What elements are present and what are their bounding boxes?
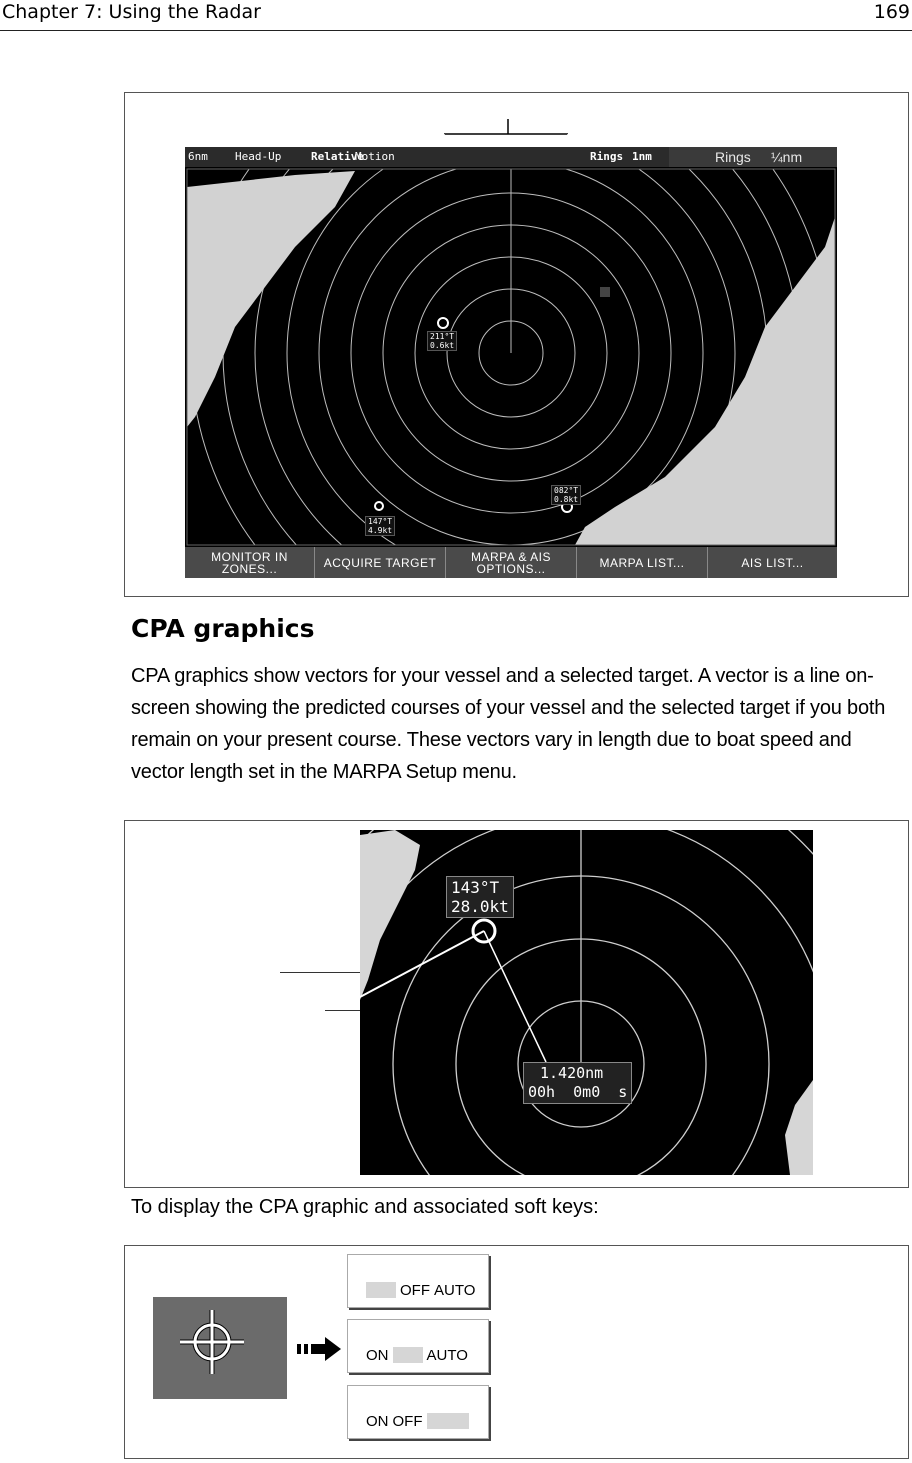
softkey-acquire-target[interactable] (315, 547, 446, 578)
label-on: ON (366, 1347, 389, 1364)
softkey-bar (185, 547, 837, 578)
label-on: ON (366, 1413, 389, 1430)
target-label-2 (551, 485, 581, 505)
paragraph-line-3: remain on your present course. These vectors vary in length due to boat speed and (131, 729, 852, 751)
softkey-marpa-list[interactable] (577, 547, 708, 578)
target-label-1 (427, 331, 457, 351)
radar-rings (185, 147, 837, 578)
motion-mode: Motion (355, 150, 395, 163)
range-label: 6nm (188, 150, 208, 163)
cpa-softkey-on[interactable] (347, 1319, 489, 1373)
cpa-softkey-auto-labels (366, 1413, 469, 1430)
target-bearing: 143°T (451, 878, 500, 897)
target-label-3 (365, 516, 395, 536)
cpa-figure (124, 820, 909, 1188)
target-2-bearing: 082°T (554, 486, 579, 495)
target-info-label (446, 876, 514, 918)
target-icon-1 (438, 318, 448, 328)
cpa-softkey-off-labels (366, 1282, 475, 1299)
instruction-text: To display the CPA graphic and associated soft keys: (131, 1196, 599, 1218)
softkey-monitor-in-zones[interactable] (185, 547, 315, 578)
softkey-ais-list[interactable] (708, 547, 837, 578)
arrow-right-icon (297, 1336, 343, 1362)
rings-overlay-value: ¼nm (771, 149, 803, 165)
crosshair-icon (153, 1297, 287, 1399)
softkey-figure (124, 1245, 909, 1459)
section-paragraph (131, 660, 911, 788)
softkey-3-line2: OPTIONS... (476, 561, 546, 576)
cpa-graphic-button[interactable] (153, 1297, 287, 1399)
target-3-speed: 4.9kt (368, 526, 393, 535)
rings-overlay-label: Rings (715, 149, 751, 165)
softkey-4-label: MARPA LIST... (599, 555, 685, 570)
page-number: 169 (873, 1, 910, 23)
softkey-2-label: ACQUIRE TARGET (323, 555, 437, 570)
rings-label: Rings (590, 150, 624, 163)
cpa-rings (360, 830, 813, 1175)
cpa-softkey-on-labels (366, 1347, 468, 1364)
softkey-1-line1: MONITOR IN (211, 549, 288, 564)
cpa-info-label (523, 1062, 632, 1104)
target-speed: 28.0kt (451, 897, 509, 916)
cpa-line (484, 931, 546, 1062)
cpa-radar-screen (360, 830, 813, 1175)
paragraph-line-4: vector length set in the MARPA Setup menu. (131, 761, 517, 783)
softkey-marpa-ais-options[interactable] (446, 547, 577, 578)
target-2-speed: 0.8kt (554, 495, 579, 504)
target-icon-3 (375, 502, 383, 510)
label-auto: AUTO (426, 1347, 468, 1364)
selected-highlight (427, 1413, 469, 1429)
paragraph-line-1: CPA graphics show vectors for your vessel and a selected target. A vector is a line on- (131, 665, 874, 687)
softkey-3-line1: MARPA & AIS (471, 549, 551, 564)
label-auto: AUTO (434, 1282, 476, 1299)
target-1-speed: 0.6kt (430, 341, 455, 350)
rings-overlay (669, 147, 837, 167)
softkey-5-label: AIS LIST... (741, 555, 804, 570)
radar-screen (185, 147, 837, 578)
label-off: OFF (400, 1282, 430, 1299)
paragraph-line-2: screen showing the predicted courses of your vessel and the selected target if you both (131, 697, 886, 719)
page-header (0, 0, 912, 31)
chapter-title: Chapter 7: Using the Radar (2, 1, 261, 23)
section-heading: CPA graphics (131, 614, 315, 643)
cpa-softkey-auto[interactable] (347, 1385, 489, 1439)
selected-highlight (393, 1347, 423, 1363)
radar-figure-1 (124, 92, 909, 597)
target-3-bearing: 147°T (368, 517, 393, 526)
selected-highlight (366, 1282, 396, 1298)
target-1-bearing: 211°T (430, 332, 455, 341)
cpa-time: 00h 0m0 s (528, 1083, 628, 1101)
label-off: OFF (392, 1413, 423, 1430)
rings-value: 1nm (632, 150, 652, 163)
motion-mode-bold: Relative (311, 150, 364, 163)
cpa-distance: 1.420nm (540, 1064, 604, 1082)
cpa-softkey-off[interactable] (347, 1254, 489, 1308)
softkey-1-line2: ZONES... (221, 561, 278, 576)
orientation-label: Head-Up (235, 150, 282, 163)
